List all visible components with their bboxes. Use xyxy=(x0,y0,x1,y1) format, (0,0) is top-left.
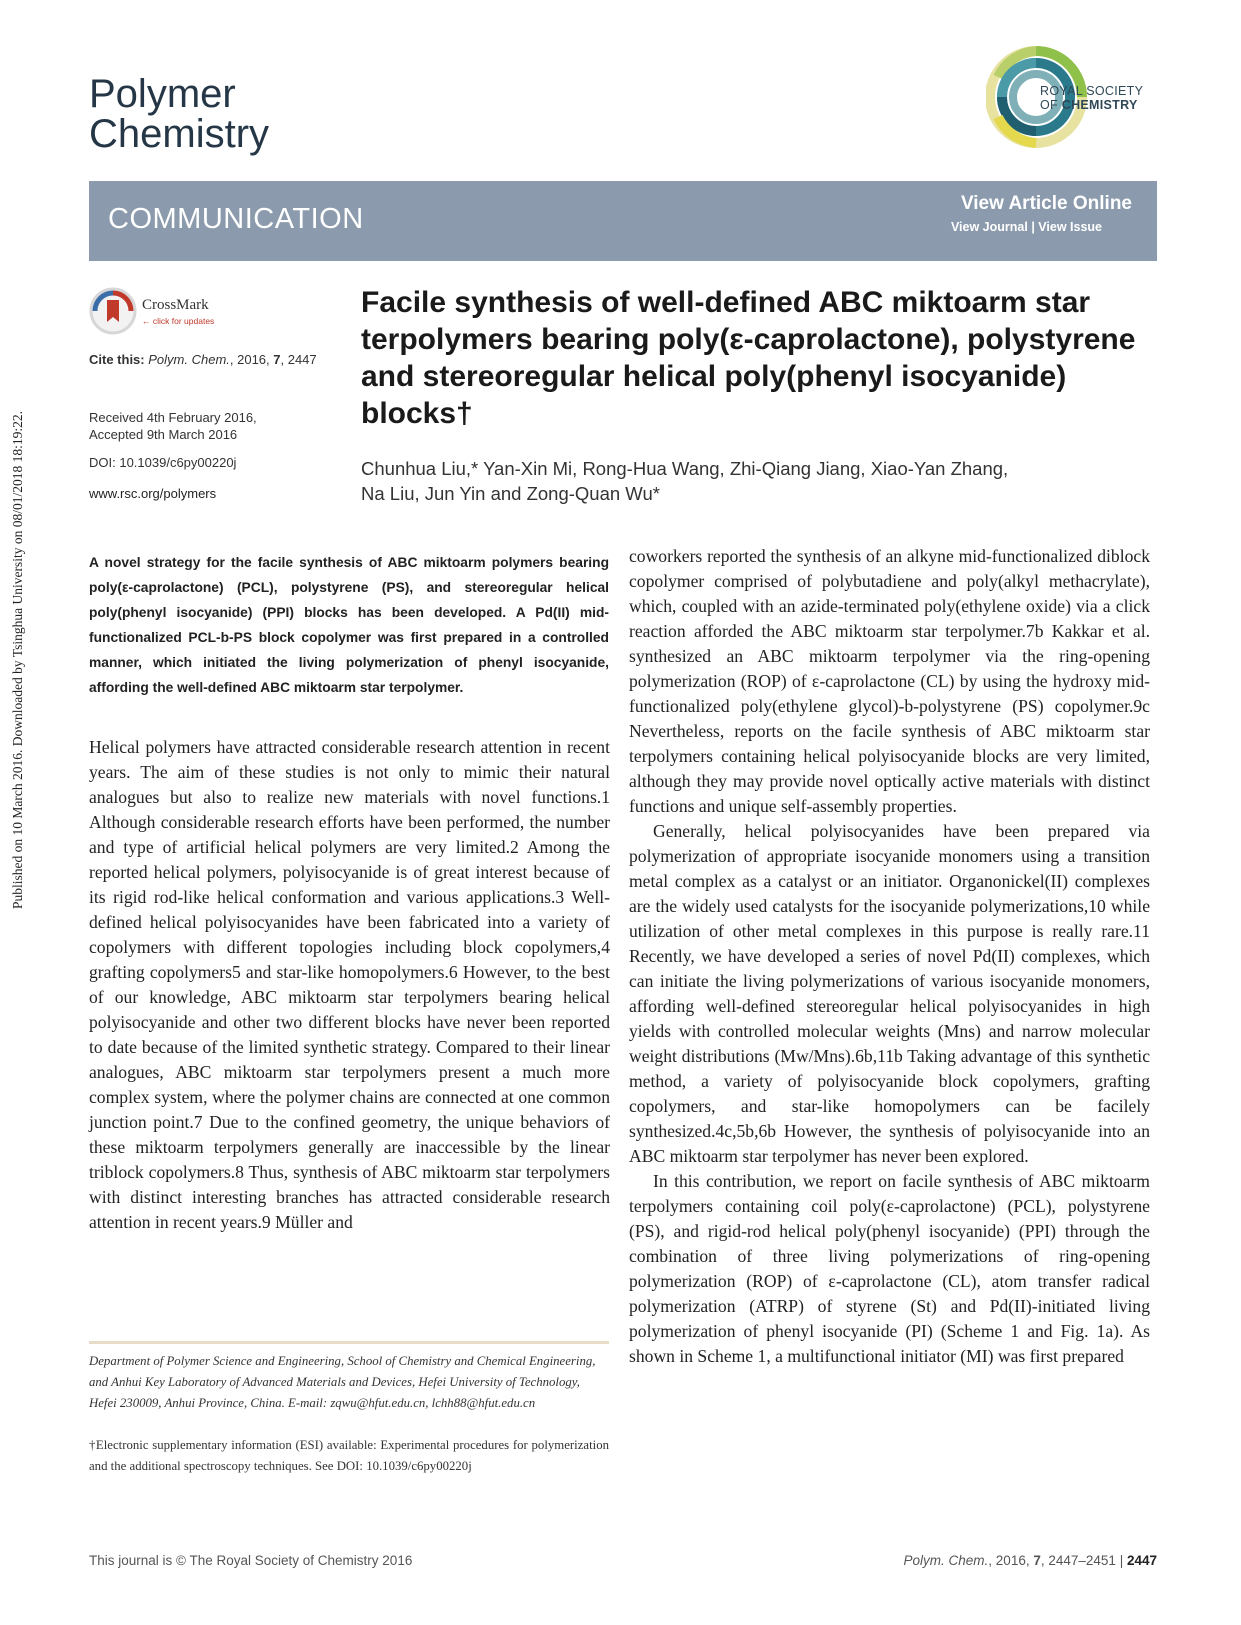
body-right-column xyxy=(629,544,1150,1369)
journal-url[interactable]: www.rsc.org/polymers xyxy=(89,486,217,501)
cite-label: Cite this: xyxy=(89,352,145,367)
author-list xyxy=(361,456,1121,506)
body-paragraph: Generally, helical polyisocyanides have been prepared via polymerization of appropriate isocyanide monomers using a transition metal complex as a catalyst or an initiator. Organonickel(II) complexes are the widely used catalysts for the isocyanide polymerizations,10 while utilization of other metal complexes in this purpose is really rare.11 Recently, we have developed a series of novel Pd(II) complexes, which can initiate the living polymerizations of various isocyanide monomers, affording well-defined stereoregular helical polyisocyanides in high yields with controlled molecular weights (Mns) and narrow molecular weight distributions (Mw/Mns).6b,11b Taking advantage of this synthetic method, a variety of polyisocyanide block copolymers, grafting copolymers, and star-like homopolymers can be facilely synthesized.4c,5b,6b However, the synthesis of polyisocyanide into an ABC miktoarm star terpolymer has never been explored. xyxy=(629,821,1150,1166)
crossmark-badge[interactable] xyxy=(89,287,249,337)
view-links xyxy=(951,220,1102,234)
affiliation-footnote: Department of Polymer Science and Engineering, School of Chemistry and Chemical Engineering, and Anhui Key Laboratory of Advanced Materials and Devices, Hefei University of Technology, Hefei 230009, Anhui Province, China. E-mail: zqwu@hfut.edu.cn, lchh88@hfut.edu.cn xyxy=(89,1354,596,1410)
journal-title[interactable] xyxy=(89,74,269,154)
footer-citation: Polym. Chem., 2016, 7, 2447–2451 | 2447 xyxy=(903,1553,1157,1568)
abstract: A novel strategy for the facile synthesis of ABC miktoarm polymers bearing poly(ε-caprolactone) (PCL), polystyrene (PS), and stereoregular helical poly(phenyl isocyanide) (PPI) blocks has been developed. A Pd(II) mid-functionalized PCL-b-PS block copolymer was first prepared in a controlled manner, which initiated the living polymerization of phenyl isocyanide, affording the well-defined ABC miktoarm star terpolymer. xyxy=(89,555,609,695)
view-article-online-link[interactable]: View Article Online xyxy=(960,193,1132,214)
view-issue-link[interactable]: View Issue xyxy=(1038,220,1102,234)
rsc-wordmark-line2: OF CHEMISTRY xyxy=(1040,98,1138,112)
crossmark-icon xyxy=(89,287,137,335)
crossmark-subtitle: ← click for updates xyxy=(142,316,215,326)
download-stamp xyxy=(0,350,36,970)
rsc-wordmark-line1: ROYAL SOCIETY xyxy=(1040,84,1144,98)
page-number: 2447 xyxy=(1126,1553,1157,1568)
doi[interactable]: DOI: 10.1039/c6py00220j xyxy=(89,455,237,470)
journal-title-line1: Polymer xyxy=(89,72,236,116)
body-paragraph: In this contribution, we report on facile synthesis of ABC miktoarm terpolymers containing coil poly(ε-caprolactone) (PCL), polystyrene (PS), and rigid-rod helical poly(phenyl isocyanide) (PPI) through the combination of three living polymerizations of ring-opening polymerization (ROP) of ε-caprolactone (CL), atom transfer radical polymerization (ATRP) of styrene (St) and Pd(II)-initiated living polymerization of phenyl isocyanide (PI) (Scheme 1 and Fig. 1a). As shown in Scheme 1, a multifunctional initiator (MI) was first prepared xyxy=(629,1171,1150,1366)
footnote-divider xyxy=(89,1341,609,1344)
rsc-wordmark xyxy=(1040,84,1143,112)
cite-journal: Polym. Chem. xyxy=(148,352,230,367)
body-left-column xyxy=(89,735,610,1235)
article-type-label: COMMUNICATION xyxy=(108,203,364,235)
download-stamp-text: Published on 10 March 2016. Downloaded by Tsinghua University on 08/01/2018 18:19:22. xyxy=(10,411,25,909)
received-date: Received 4th February 2016, xyxy=(89,410,257,425)
view-journal-link[interactable]: View Journal xyxy=(950,220,1028,234)
article-title: Facile synthesis of well-defined ABC miktoarm star terpolymers bearing poly(ε-caprolactone), polystyrene and stereoregular helical poly(phenyl isocyanide) blocks† xyxy=(361,286,1136,430)
article-type-banner xyxy=(89,181,1157,261)
journal-title-line2: Chemistry xyxy=(89,112,270,156)
body-paragraph: Helical polymers have attracted considerable research attention in recent years. The aim of these studies is not only to mimic their natural analogues but also to realize new materials with novel functions.1 Although considerable research efforts have been performed, the number and type of artificial helical polymers are very limited.2 Among the reported helical polymers, polyisocyanide is of great interest because of its rigid rod-like helical conformation and various applications.3 Well-defined helical polyisocyanides have been fabricated into a variety of copolymers with different topologies including block copolymers,4 grafting copolymers5 and star-like homopolymers.6 However, to the best of our knowledge, ABC miktoarm star terpolymers bearing helical polyisocyanide and other two different blocks have never been reported to date because of the limited synthetic strategy. Compared to their linear analogues, ABC miktoarm star terpolymers present a much more complex system, where the polymer chains are connected at one common junction point.7 Due to the confined geometry, the unique behaviors of these miktoarm terpolymers generally are inaccessible by the linear triblock copolymers.8 Thus, synthesis of ABC miktoarm star terpolymers with distinct interesting branches has attracted considerable research attention in recent years.9 Müller and xyxy=(89,737,610,1232)
authors-line2: Na Liu, Jun Yin and Zong-Quan Wu* xyxy=(361,483,660,504)
esi-footnote: †Electronic supplementary information (ESI) available: Experimental procedures for polymerization and the additional spectroscopy techniques. See DOI: 10.1039/c6py00220j xyxy=(89,1438,609,1473)
footer-copyright: This journal is © The Royal Society of Chemistry 2016 xyxy=(89,1553,413,1568)
crossmark-title: CrossMark xyxy=(142,297,209,313)
body-paragraph: coworkers reported the synthesis of an alkyne mid-functionalized diblock copolymer comprised of polybutadiene and poly(alkyl methacrylate), which, coupled with an azide-terminated poly(ethylene oxide) via a click reaction afforded the ABC miktoarm star terpolymer.7b Kakkar et al. synthesized an ABC miktoarm terpolymer via the ring-opening polymerization (ROP) of ε-caprolactone (CL) by using the hydroxy mid-functionalized poly(ethylene glycol)-b-polystyrene (PS) copolymer.9c Nevertheless, reports on the facile synthesis of ABC miktoarm star terpolymers containing helical polyisocyanide blocks are very limited, although they may provide novel optically active materials with distinct functions and unique self-assembly properties. xyxy=(629,546,1150,816)
view-links-separator: | xyxy=(1031,220,1035,234)
accepted-date: Accepted 9th March 2016 xyxy=(89,427,238,442)
authors-line1: Chunhua Liu,* Yan-Xin Mi, Rong-Hua Wang, Zhi-Qiang Jiang, Xiao-Yan Zhang, xyxy=(361,458,1009,479)
citation: Cite this: Polym. Chem., 2016, 7, 2447 xyxy=(89,352,317,367)
